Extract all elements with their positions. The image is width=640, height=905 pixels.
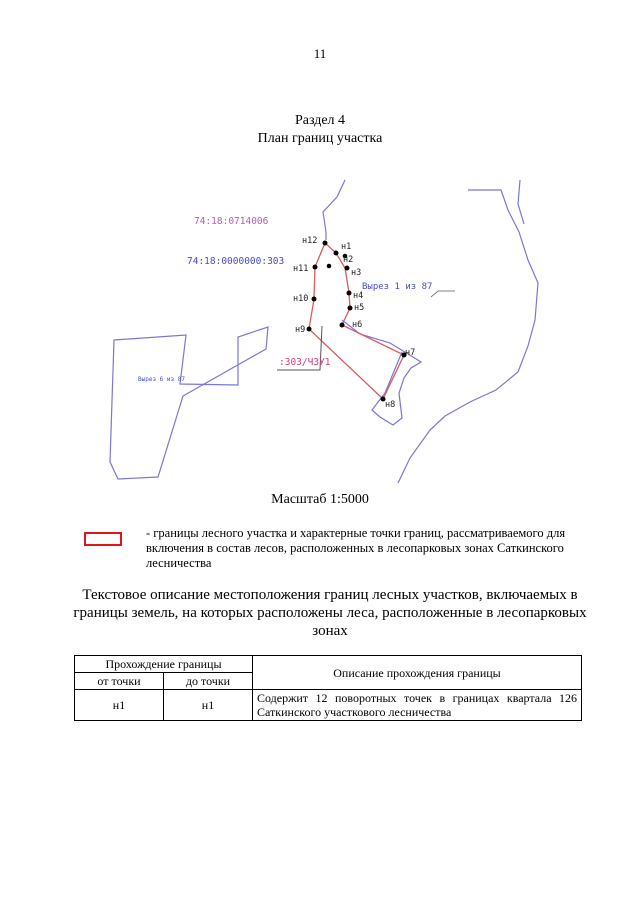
table-header-row <box>75 656 582 673</box>
section-title: План границ участка <box>257 131 383 146</box>
label-n1: н1 <box>341 242 352 252</box>
label-n11: н11 <box>293 264 309 274</box>
label-n7: н7 <box>405 348 416 358</box>
label-n6: н6 <box>352 320 363 330</box>
point-n10 <box>312 297 317 302</box>
point-n5 <box>348 306 353 311</box>
legend-text: - границы лесного участка и характерные точки границ, рассматриваемого для включения в состав лесов, расположенных в лесопарковых зонах Саткинского лесничества <box>146 526 566 570</box>
label-n8: н8 <box>385 400 396 410</box>
point-n4 <box>347 291 352 296</box>
point-n6 <box>340 323 345 328</box>
map-line-central-stream <box>323 180 345 240</box>
map-line-central-branch <box>342 320 421 425</box>
section-number: Раздел 4 <box>294 113 346 128</box>
point-n3 <box>345 266 350 271</box>
map-line-right-edge <box>518 180 524 224</box>
point-extra <box>327 264 332 269</box>
cell-from: н1 <box>75 690 164 721</box>
cutout-leader <box>431 291 455 297</box>
table-row <box>75 690 582 721</box>
header-from-point: от точки <box>75 673 164 690</box>
point-n1 <box>334 251 339 256</box>
label-n3: н3 <box>351 268 362 278</box>
point-n9 <box>307 327 312 332</box>
parcel-label-1: 74:18:0714006 <box>194 216 269 227</box>
header-to-point: до точки <box>164 673 253 690</box>
boundary-map <box>0 170 640 485</box>
label-n5: н5 <box>354 303 365 313</box>
section-heading <box>0 112 640 148</box>
header-boundary-passage: Прохождение границы <box>75 656 253 673</box>
parcel-label-2: 74:18:0000000:303 <box>187 256 285 267</box>
boundary-table <box>74 655 582 721</box>
point-n12 <box>323 241 328 246</box>
label-n10: н10 <box>293 294 309 304</box>
label-n9: н9 <box>295 325 306 335</box>
map-line-right-river <box>398 190 538 483</box>
cutout-label-6: Вырез 6 из 87 <box>138 376 185 383</box>
label-n4: н4 <box>353 291 364 301</box>
parcel-id-label: :303/ЧЗУ1 <box>279 357 331 368</box>
label-n12: н12 <box>302 236 318 246</box>
legend-swatch <box>84 532 122 546</box>
map-scale: Масштаб 1:5000 <box>271 492 369 507</box>
map-line-left-region <box>110 327 268 479</box>
page-number: 11 <box>313 46 327 61</box>
point-n11 <box>313 265 318 270</box>
description-title: Текстовое описание местоположения границ лесных участков, включаемых в границы земель, на которых расположены леса, расположенные в лесопарковых зонах <box>73 587 587 639</box>
cutout-label-1: Вырез 1 из 87 <box>362 282 433 292</box>
cell-to: н1 <box>164 690 253 721</box>
cell-description: Содержит 12 поворотных точек в границах квартала 126 Саткинского участкового лесничества <box>253 690 582 721</box>
header-description: Описание прохождения границы <box>253 656 582 690</box>
label-n2: н2 <box>343 255 354 265</box>
